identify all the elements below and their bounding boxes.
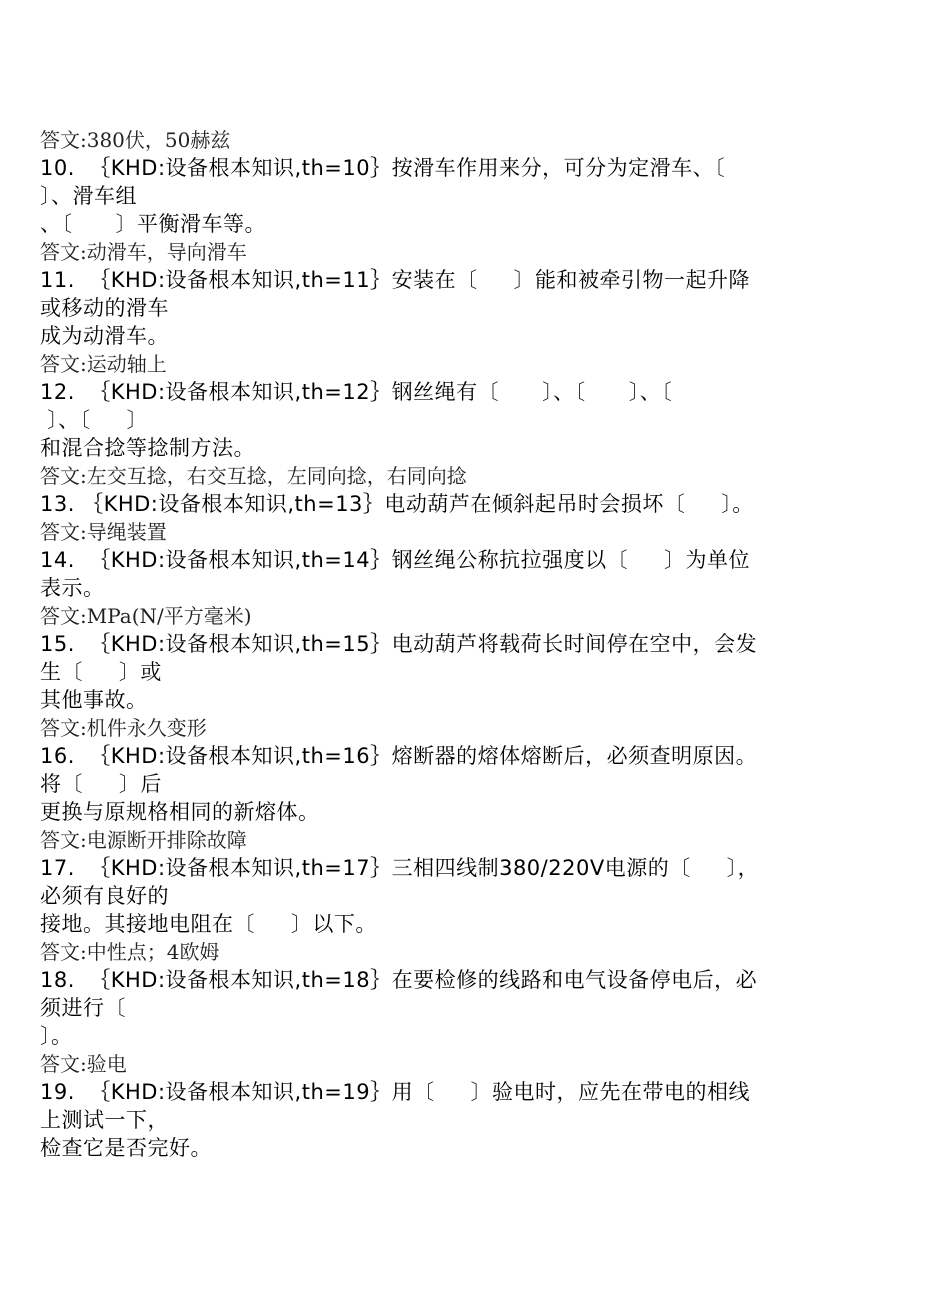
question-line: 必须有良好的 bbox=[40, 884, 169, 908]
question-line: 〕、〔 〕 bbox=[40, 408, 149, 432]
question-line: 11. ｛KHD:设备根本知识,th=11｝安装在〔 〕能和被牵引物一起升降 bbox=[40, 268, 750, 292]
answer-line: 答文:导绳装置 bbox=[40, 520, 167, 544]
question-line: 成为动滑车。 bbox=[40, 324, 169, 348]
question-line: 其他事故。 bbox=[40, 688, 148, 712]
answer-line: 答文:验电 bbox=[40, 1052, 127, 1076]
answer-line: 答文:中性点；4欧姆 bbox=[40, 940, 220, 964]
answer-line: 答文:机件永久变形 bbox=[40, 716, 207, 740]
question-line: 更换与原规格相同的新熔体。 bbox=[40, 800, 320, 824]
document-body bbox=[40, 126, 860, 1162]
question-line: 15. ｛KHD:设备根本知识,th=15｝电动葫芦将载荷长时间停在空中，会发 bbox=[40, 632, 758, 656]
question-line: 17. ｛KHD:设备根本知识,th=17｝三相四线制380/220V电源的〔 〕， bbox=[40, 856, 760, 880]
answer-line: 答文:左交互捻，右交互捻，左同向捻，右同向捻 bbox=[40, 464, 467, 488]
question-line: 12. ｛KHD:设备根本知识,th=12｝钢丝绳有〔 〕、〔 〕、〔 bbox=[40, 380, 673, 404]
question-line: 19. ｛KHD:设备根本知识,th=19｝用〔 〕验电时，应先在带电的相线 bbox=[40, 1080, 750, 1104]
question-line: 或移动的滑车 bbox=[40, 296, 169, 320]
question-line: 表示。 bbox=[40, 576, 105, 600]
question-line: 、〔 〕平衡滑车等。 bbox=[40, 212, 267, 236]
question-line: 将〔 〕后 bbox=[40, 772, 162, 796]
answer-line: 答文:MPa(N/平方毫米) bbox=[40, 604, 252, 628]
question-line: 〕、滑车组 bbox=[40, 184, 137, 208]
question-line: 14. ｛KHD:设备根本知识,th=14｝钢丝绳公称抗拉强度以〔 〕为单位 bbox=[40, 548, 750, 572]
answer-line: 答文:电源断开排除故障 bbox=[40, 828, 247, 852]
question-line: 接地。其接地电阻在〔 〕以下。 bbox=[40, 912, 377, 936]
answer-line: 答文:运动轴上 bbox=[40, 352, 167, 376]
question-line: 10. ｛KHD:设备根本知识,th=10｝按滑车作用来分，可分为定滑车、〔 bbox=[40, 156, 726, 180]
question-line: 和混合捻等捻制方法。 bbox=[40, 436, 255, 460]
answer-line: 答文:380伏，50赫兹 bbox=[40, 128, 231, 152]
question-line: 生〔 〕或 bbox=[40, 660, 162, 684]
question-line: 16. ｛KHD:设备根本知识,th=16｝熔断器的熔体熔断后，必须查明原因。 bbox=[40, 744, 758, 768]
question-line: 检查它是否完好。 bbox=[40, 1136, 212, 1160]
question-line: 18. ｛KHD:设备根本知识,th=18｝在要检修的线路和电气设备停电后，必 bbox=[40, 968, 758, 992]
question-line: 上测试一下， bbox=[40, 1108, 169, 1132]
answer-line: 答文:动滑车，导向滑车 bbox=[40, 240, 247, 264]
question-line: 须进行〔 bbox=[40, 996, 126, 1020]
question-line: 13. ｛KHD:设备根本知识,th=13｝电动葫芦在倾斜起吊时会损坏〔 〕。 bbox=[40, 492, 754, 516]
question-line: 〕。 bbox=[40, 1024, 73, 1048]
